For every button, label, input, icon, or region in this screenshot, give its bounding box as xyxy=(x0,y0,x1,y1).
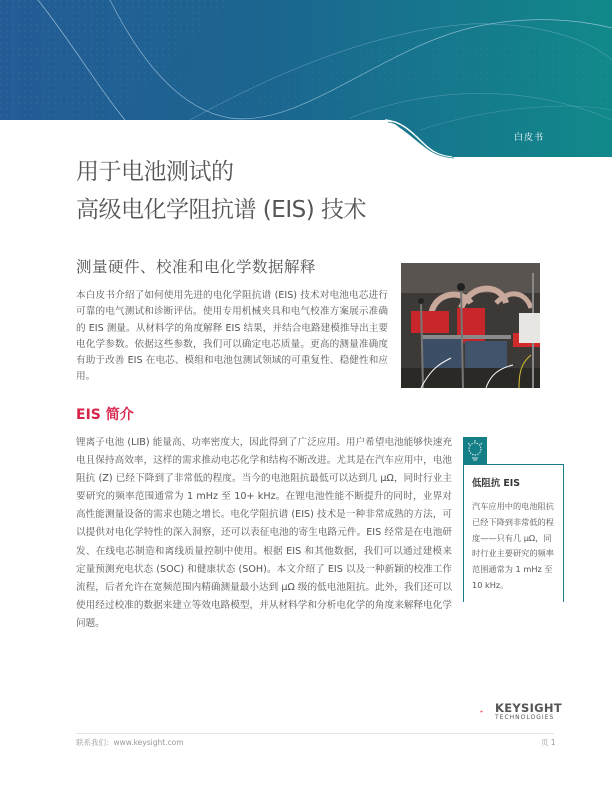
footer-divider xyxy=(76,733,554,734)
keysight-logo-wordmark: KEYSIGHT xyxy=(495,701,562,715)
callout-title: 低阻抗 EIS xyxy=(472,478,521,489)
title-line-1: 用于电池测试的 xyxy=(76,159,234,185)
intro-paragraph: 本白皮书介绍了如何使用先进的电化学阻抗谱 (EIS) 技术对电池电芯进行可靠的电气测试和诊断评估。使用专用机械夹具和电气校准方案展示准确的 EIS 测量。从材料学的角度解释 EIS 结果，并结合电路建模推导出主要电化学参数。依据这些参数，我们可以确定电芯质量。更高的测量准确度有助于改善 EIS 在电芯、模组和电池包测试领域的可重复性、稳健性和应用。 xyxy=(76,290,388,383)
page-subtitle: 测量硬件、校准和电化学数据解释 xyxy=(76,258,317,276)
callout-body: 汽车应用中的电池阻抗已经下降到非常低的程度——只有几 μΩ，同时行业主要研究的频率范围通常为 1 mHz 至 10 kHz。 xyxy=(472,501,554,590)
keysight-logo-tagline: TECHNOLOGIES xyxy=(495,714,555,721)
document-type-label: 白皮书 xyxy=(514,133,545,143)
page-title xyxy=(76,153,366,229)
eis-intro-paragraph: 锂离子电池 (LIB) 能量高、功率密度大，因此得到了广泛应用。用户希望电池能够快速充电且保持高效率，这样的需求推动电芯化学和结构不断改进。尤其是在汽车应用中，电池阻抗 (Z) 已经下降到了非常低的程度。当今的电池阻抗最低可以达到几 μΩ，同时行业主要研究的频率范围通常为 1 mHz 至 10+ kHz。在锂电池性能不断提升的同时，业界对高性能测量设备的需求也随之增长。电化学阻抗谱 (EIS) 技术是一种非常成熟的方法，可以提供对电化学特性的深入洞察，还可以表征电池的寄生电路元件。EIS 经常是在电池研发、在线电芯制造和离线质量控制中使用。根据 EIS 和其他数据，我们可以通过建模来定量预测充电状态 (SOC) 和健康状态 (SOH)。本文介绍了 EIS 以及一种新颖的校准工作流程，后者允许在宽频范围内精确测量最小达到 μΩ 级的低电池阻抗。此外，我们还可以使用经过校准的数据来建立等效电路模型，并从材料学和分析电化学的角度来解释电化学问题。 xyxy=(76,437,452,629)
footer-contact-link[interactable]: 联系我们：www.keysight.com xyxy=(76,738,184,747)
section-heading-eis-intro: EIS 简介 xyxy=(76,407,134,423)
battery-fixture-photo xyxy=(401,263,540,388)
title-line-2: 高级电化学阻抗谱 (EIS) 技术 xyxy=(76,197,366,223)
low-impedance-callout xyxy=(463,464,564,602)
keysight-logo-mark-icon xyxy=(480,703,496,721)
lightbulb-icon xyxy=(463,437,487,464)
footer-page-number: 页 1 xyxy=(541,738,556,747)
